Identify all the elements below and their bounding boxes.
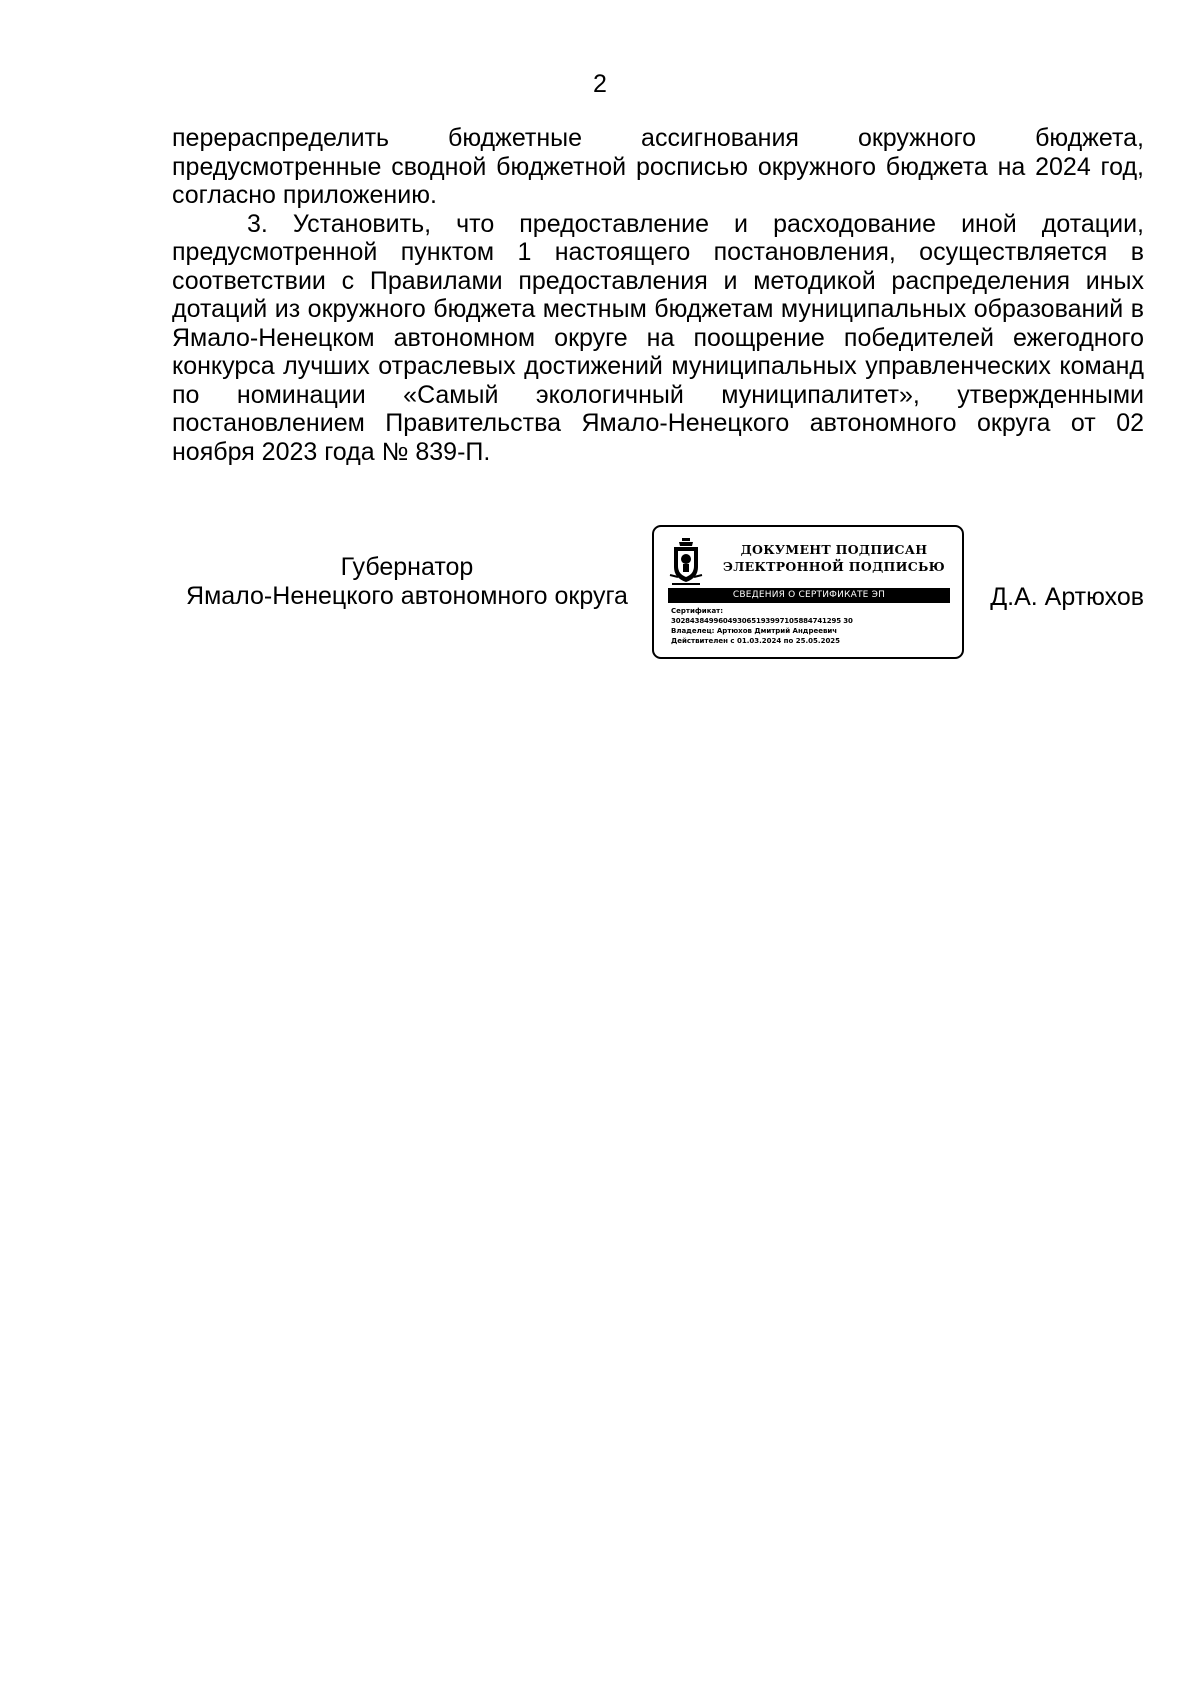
- electronic-signature-stamp: [652, 525, 964, 659]
- stamp-title-line2: ЭЛЕКТРОННОЙ ПОДПИСЬЮ: [723, 559, 945, 574]
- certificate-owner: Владелец: Артюхов Дмитрий Андреевич: [671, 627, 838, 635]
- certificate-info-bar: СВЕДЕНИЯ О СЕРТИФИКАТЕ ЭП: [668, 588, 950, 603]
- certificate-number: 302843849960493065193997105884741295 30: [671, 617, 853, 625]
- signatory-position-title: Губернатор: [340, 553, 474, 581]
- signatory-name: Д.А. Артюхов: [990, 583, 1144, 611]
- coat-of-arms-icon: [668, 537, 704, 587]
- certificate-validity: Действителен с 01.03.2024 по 25.05.2025: [671, 637, 841, 645]
- signatory-position-region: Ямало-Ненецкого автономного округа: [186, 582, 628, 610]
- paragraph-continuation: перераспределить бюджетные ассигнования окружного бюджета, предусмотренные сводной бюджетной росписью окружного бюджета на 2024 год, согласно приложению.: [172, 124, 1144, 209]
- stamp-title: [714, 541, 954, 575]
- stamp-title-line1: ДОКУМЕНТ ПОДПИСАН: [740, 542, 928, 557]
- page-number: 2: [593, 70, 607, 98]
- signatory-position: [172, 553, 642, 611]
- document-body: [172, 124, 1144, 466]
- certificate-label: Сертификат:: [671, 607, 724, 615]
- paragraph-item-3: 3. Установить, что предоставление и расходование иной дотации, предусмотренной пунктом 1 настоящего постановления, осуществляется в соответствии с Правилами предоставления и методикой распределения иных дотаций из окружного бюджета местным бюджетам муниципальных образований в Ямало-Ненецком автономном округе на поощрение победителей ежегодного конкурса лучших отраслевых достижений муниципальных управленческих команд по номинации «Самый экологичный муниципалитет», утвержденными постановлением Правительства Ямало-Ненецкого автономного округа от 02 ноября 2023 года № 839-П.: [172, 209, 1144, 466]
